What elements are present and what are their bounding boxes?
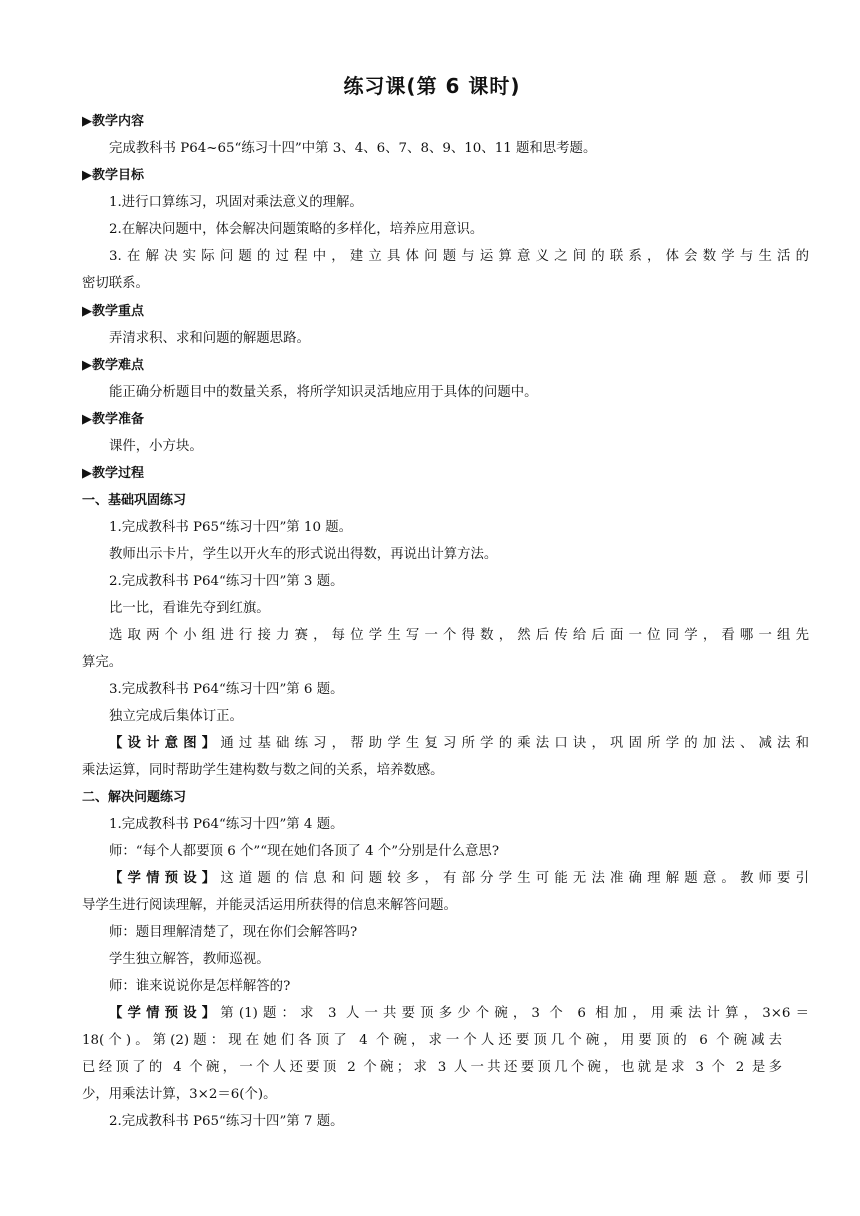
paragraph: 师：题目理解清楚了，现在你们会解答吗? xyxy=(109,925,358,940)
learning-preset-paragraph xyxy=(82,865,809,892)
paragraph: 课件，小方块。 xyxy=(109,439,203,454)
paragraph: 3.完成教科书 P64“练习十四”第 6 题。 xyxy=(109,682,344,697)
paragraph: 教师出示卡片，学生以开火车的形式说出得数，再说出计算方法。 xyxy=(109,547,498,562)
paragraph: 3.在解决实际问题的过程中，建立具体问题与运算意义之间的联系，体会数学与生活的 xyxy=(109,249,809,264)
paragraph-text: 这道题的信息和问题较多，有部分学生可能无法准确理解题意。教师要引 xyxy=(220,871,809,886)
design-intent-label: 【设计意图】 xyxy=(109,736,221,751)
paragraph: 算完。 xyxy=(82,655,123,670)
paragraph: 18(个)。第(2)题：现在她们各顶了 4 个碗，求一个人还要顶几个碗，用要顶的 6 个碗减去 xyxy=(82,1033,782,1048)
paragraph: 1.完成教科书 P65“练习十四”第 10 题。 xyxy=(109,520,353,535)
paragraph: 1.完成教科书 P64“练习十四”第 4 题。 xyxy=(109,817,344,832)
section-heading-focus: ▶教学重点 xyxy=(82,304,144,319)
section-heading-difficulty: ▶教学难点 xyxy=(82,358,144,373)
subsection-heading-basic: 一、基础巩固练习 xyxy=(82,493,187,508)
page-title: 练习课(第 6 课时) xyxy=(343,74,521,98)
paragraph: 比一比，看谁先夺到红旗。 xyxy=(109,601,270,616)
learning-preset-label: 【学情预设】 xyxy=(109,871,221,886)
learning-preset-paragraph xyxy=(82,1000,809,1027)
paragraph: 2.完成教科书 P64“练习十四”第 3 题。 xyxy=(109,574,344,589)
paragraph: 2.在解决问题中，体会解决问题策略的多样化，培养应用意识。 xyxy=(109,222,484,237)
paragraph: 1.进行口算练习，巩固对乘法意义的理解。 xyxy=(109,195,363,210)
section-heading-prep: ▶教学准备 xyxy=(82,412,144,427)
subsection-heading-problem: 二、解决问题练习 xyxy=(82,790,187,805)
paragraph: 乘法运算，同时帮助学生建构数与数之间的关系，培养数感。 xyxy=(82,763,444,778)
paragraph-text: 通过基础练习，帮助学生复习所学的乘法口诀，巩固所学的加法、减法和 xyxy=(220,736,809,751)
paragraph: 学生独立解答，教师巡视。 xyxy=(109,952,270,967)
section-heading-goals: ▶教学目标 xyxy=(82,168,144,183)
section-heading-process: ▶教学过程 xyxy=(82,466,144,481)
paragraph-text: 第(1)题：求 3 人一共要顶多少个碗，3 个 6 相加，用乘法计算，3×6＝ xyxy=(220,1006,809,1021)
section-heading-content: ▶教学内容 xyxy=(82,114,144,129)
paragraph: 独立完成后集体订正。 xyxy=(109,709,243,724)
paragraph: 师：谁来说说你是怎样解答的? xyxy=(109,979,291,994)
paragraph: 已经顶了的 4 个碗，一个人还要顶 2 个碗；求 3 人一共还要顶几个碗，也就是求 3 个 2 是多 xyxy=(82,1060,782,1075)
paragraph: 能正确分析题目中的数量关系，将所学知识灵活地应用于具体的问题中。 xyxy=(109,385,538,400)
paragraph: 少，用乘法计算，3×2＝6(个)。 xyxy=(82,1087,277,1102)
paragraph: 2.完成教科书 P65“练习十四”第 7 题。 xyxy=(109,1114,344,1129)
paragraph: 师：“每个人都要顶 6 个”“现在她们各顶了 4 个”分别是什么意思? xyxy=(109,844,500,859)
paragraph: 密切联系。 xyxy=(82,276,149,291)
paragraph: 弄清求积、求和问题的解题思路。 xyxy=(109,331,310,346)
design-intent-paragraph xyxy=(82,730,809,757)
paragraph: 完成教科书 P64~65“练习十四”中第 3、4、6、7、8、9、10、11 题和思考题。 xyxy=(109,141,597,156)
learning-preset-label: 【学情预设】 xyxy=(109,1006,221,1021)
paragraph: 导学生进行阅读理解，并能灵活运用所获得的信息来解答问题。 xyxy=(82,898,457,913)
paragraph: 选取两个小组进行接力赛，每位学生写一个得数，然后传给后面一位同学，看哪一组先 xyxy=(109,628,809,643)
